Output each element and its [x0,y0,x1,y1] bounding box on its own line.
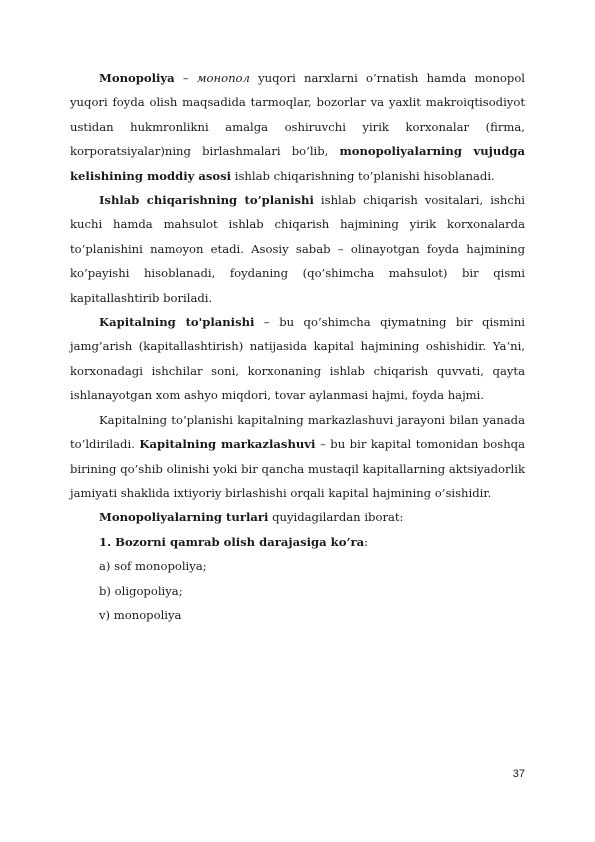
list-item: v) monopoliya [99,607,182,622]
document-body [70,66,525,627]
paragraph-text: : [364,534,369,549]
term-bozor: 1. Bozorni qamrab olish darajasiga ko’ra [99,534,365,549]
paragraph-text: yuqori narxlarni o’rnatish hamda monopol yuqori foyda olish maqsadida tarmoqlar, bozorlar va yaxlit makroiqtisodiyot ustidan hukmronlikni amalga oshiruvchi yirik korxonalar (firma, korporatsiyalar)ning birlashmalari bo’lib, [70,71,526,159]
term-moddiy-asos: monopoliyalarning vujudga kelishining moddiy asosi [70,144,525,183]
list-item: a) sof monopoliya; [99,559,207,574]
term-markazlashuv: Kapitalning markazlashuvi [139,437,316,452]
paragraph-ishlab-chiqarish [70,188,525,310]
paragraph-text: ishlab chiqarishning to’planishi hisoblanadi. [231,168,495,183]
paragraph-text: – bu bir kapital tomonidan boshqa birining qo’shib olinishi yoki bir qancha mustaqil kapitallarning aktsiyadorlik jamiyati shaklida ixtiyoriy birlashishi orqali kapital hajmining o’sishidir. [70,437,525,500]
term-monopoliya: Monopoliya [99,71,175,85]
paragraph-markazlashuv [70,408,525,506]
paragraph-text: quyidagilardan iborat: [268,510,404,525]
paragraph-kapital-toplanishi [70,310,525,408]
paragraph-turlari [70,505,525,529]
term-ishlab-chiqarish: Ishlab chiqarishning to’planishi [99,193,314,208]
paragraph-text: Kapitalning to’planishi kapitalning markazlashuvi jarayoni bilan yanada to’ldiriladi. [70,412,525,452]
paragraph-bozor [70,530,525,554]
page-number: 37 [512,768,525,780]
paragraph-monopoliya [70,66,525,188]
paragraph-text: – bu qo’shimcha qiymatning bir qismini jamg’arish (kapitallashtirish) natijasida kapital hajmining oshishidir. Ya‘ni, korxonadagi ishchilar soni, korxonaning ishlab chiqarish quvvati, qayta ishlanayotgan xom ashyo miqdori, tovar aylanmasi hajmi, foyda hajmi. [70,315,526,403]
list-item: b) oligopoliya; [99,583,183,598]
paragraph-text: ishlab chiqarish vositalari, ishchi kuchi hamda mahsulot ishlab chiqarish hajmining yirik korxonalarda to’planishini namoyon etadi. Asosiy sabab – olinayotgan foyda hajmining ko’payishi hisoblanadi, foydaning (qo’shimcha mahsulot) bir qismi kapitallashtirib boriladi. [70,193,526,305]
dash: – [174,71,197,85]
foreign-term: монопол [196,71,250,85]
term-turlari: Monopoliyalarning turlari [99,510,269,525]
term-kapital-toplanishi: Kapitalning to'planishi [99,315,255,330]
